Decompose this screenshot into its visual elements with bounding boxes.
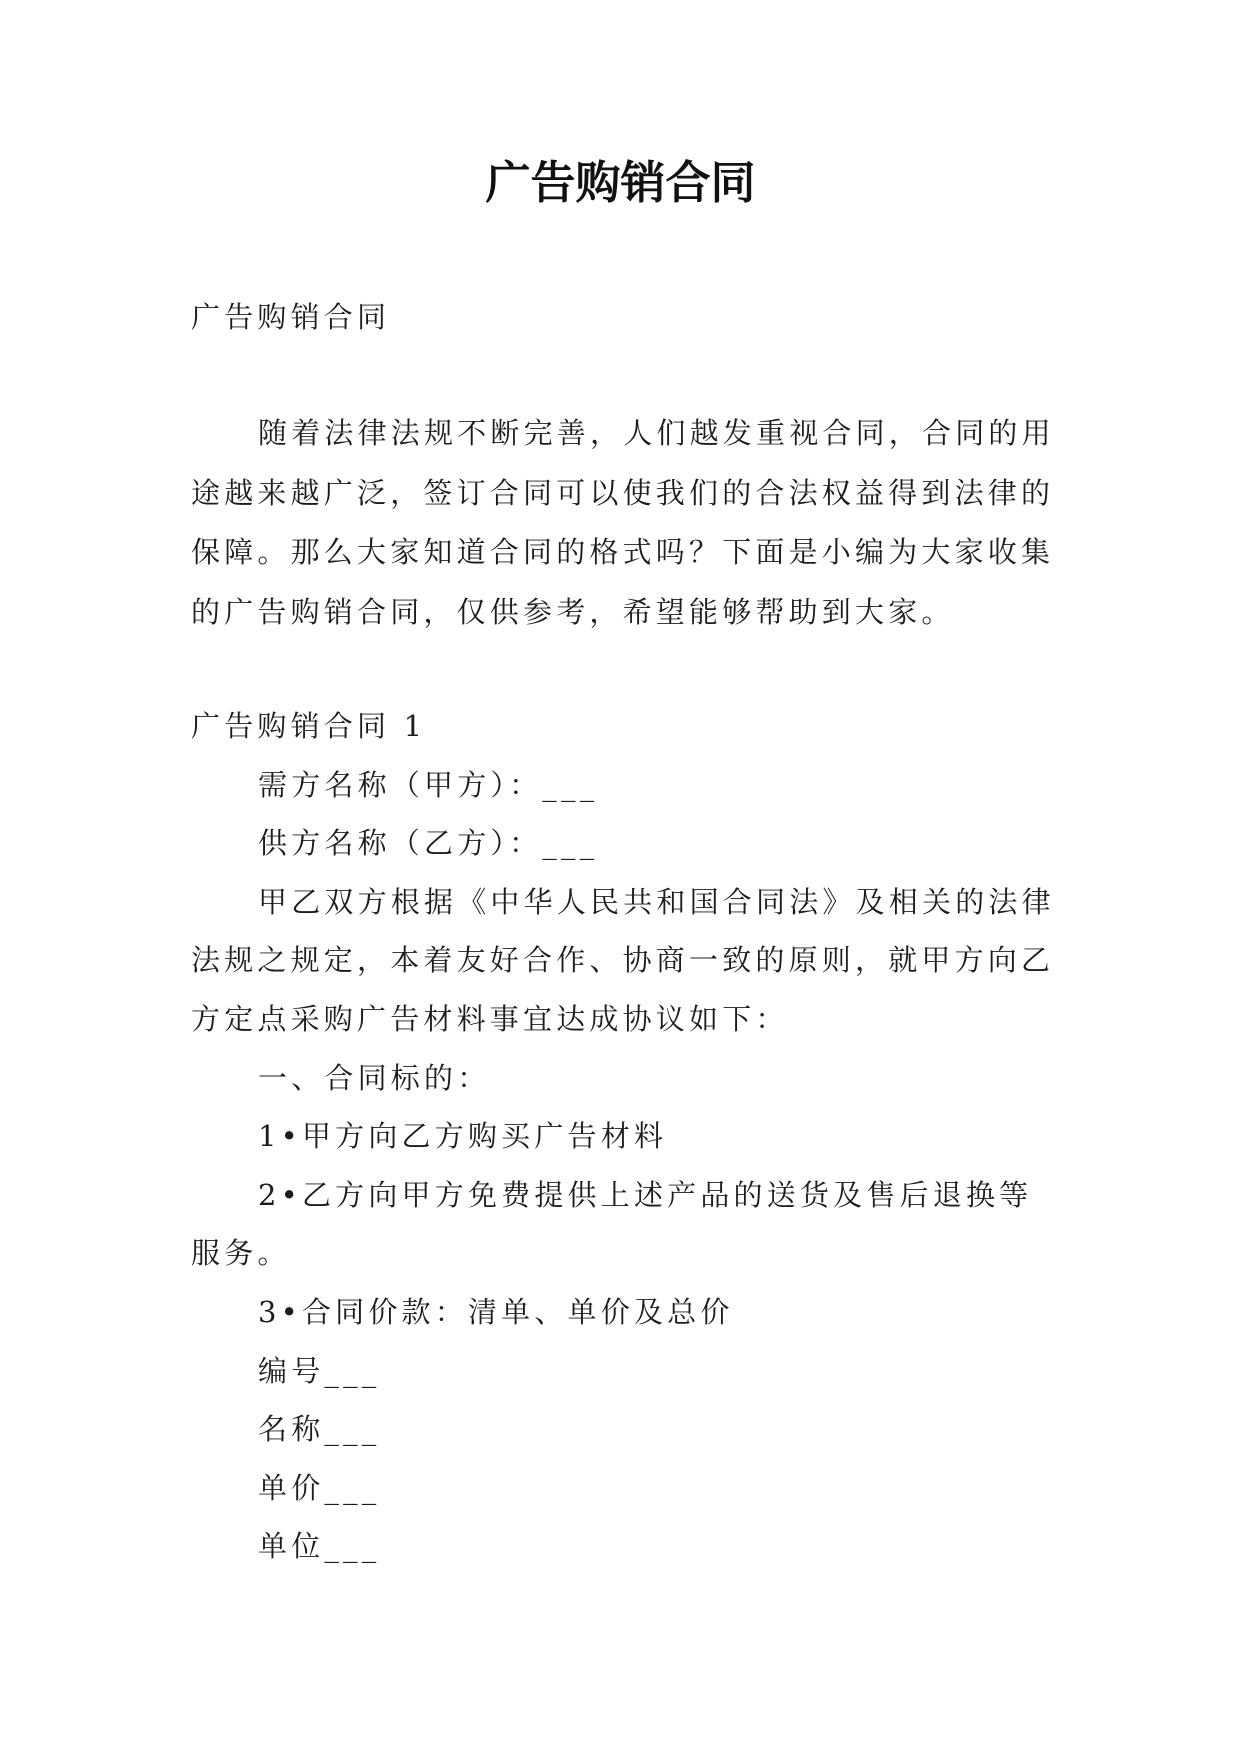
contract-section bbox=[191, 697, 1091, 1576]
supplier-name-field: 供方名称（乙方）：___ bbox=[258, 826, 599, 861]
contract-preamble-line: 甲乙双方根据《中华人民共和国合同法》及相关的法律 bbox=[258, 884, 1055, 919]
price-list-field: 名称___ bbox=[258, 1412, 381, 1447]
intro-line: 保障。那么大家知道合同的格式吗？下面是小编为大家收集 bbox=[191, 535, 1055, 569]
buyer-name-field: 需方名称（甲方）：___ bbox=[258, 767, 599, 802]
document-heading: 广告购销合同 bbox=[191, 300, 391, 334]
intro-paragraph bbox=[191, 404, 1091, 642]
contract-preamble-line: 方定点采购广告材料事宜达成协议如下： bbox=[191, 1001, 789, 1036]
clause-item: 2•乙方向甲方免费提供上述产品的送货及售后退换等 bbox=[258, 1177, 1033, 1212]
intro-line: 途越来越广泛，签订合同可以使我们的合法权益得到法律的 bbox=[191, 475, 1055, 510]
clause-item: 3•合同价款：清单、单价及总价 bbox=[258, 1294, 734, 1329]
price-list-field: 单价___ bbox=[258, 1470, 381, 1505]
document-title: 广告购销合同 bbox=[485, 156, 756, 209]
document-heading-block bbox=[191, 288, 1091, 347]
clause-heading: 一、合同标的： bbox=[258, 1060, 491, 1095]
price-list-field: 单位___ bbox=[258, 1529, 381, 1564]
intro-line: 随着法律法规不断完善，人们越发重视合同，合同的用 bbox=[258, 416, 1055, 450]
intro-line: 的广告购销合同，仅供参考，希望能够帮助到大家。 bbox=[191, 594, 955, 629]
price-list-field: 编号___ bbox=[258, 1353, 381, 1388]
clause-item-continuation: 服务。 bbox=[191, 1236, 291, 1271]
contract-section-title: 广告购销合同 1 bbox=[191, 709, 427, 743]
contract-preamble-line: 法规之规定，本着友好合作、协商一致的原则，就甲方向乙 bbox=[191, 943, 1055, 978]
clause-item: 1•甲方向乙方购买广告材料 bbox=[258, 1119, 668, 1154]
